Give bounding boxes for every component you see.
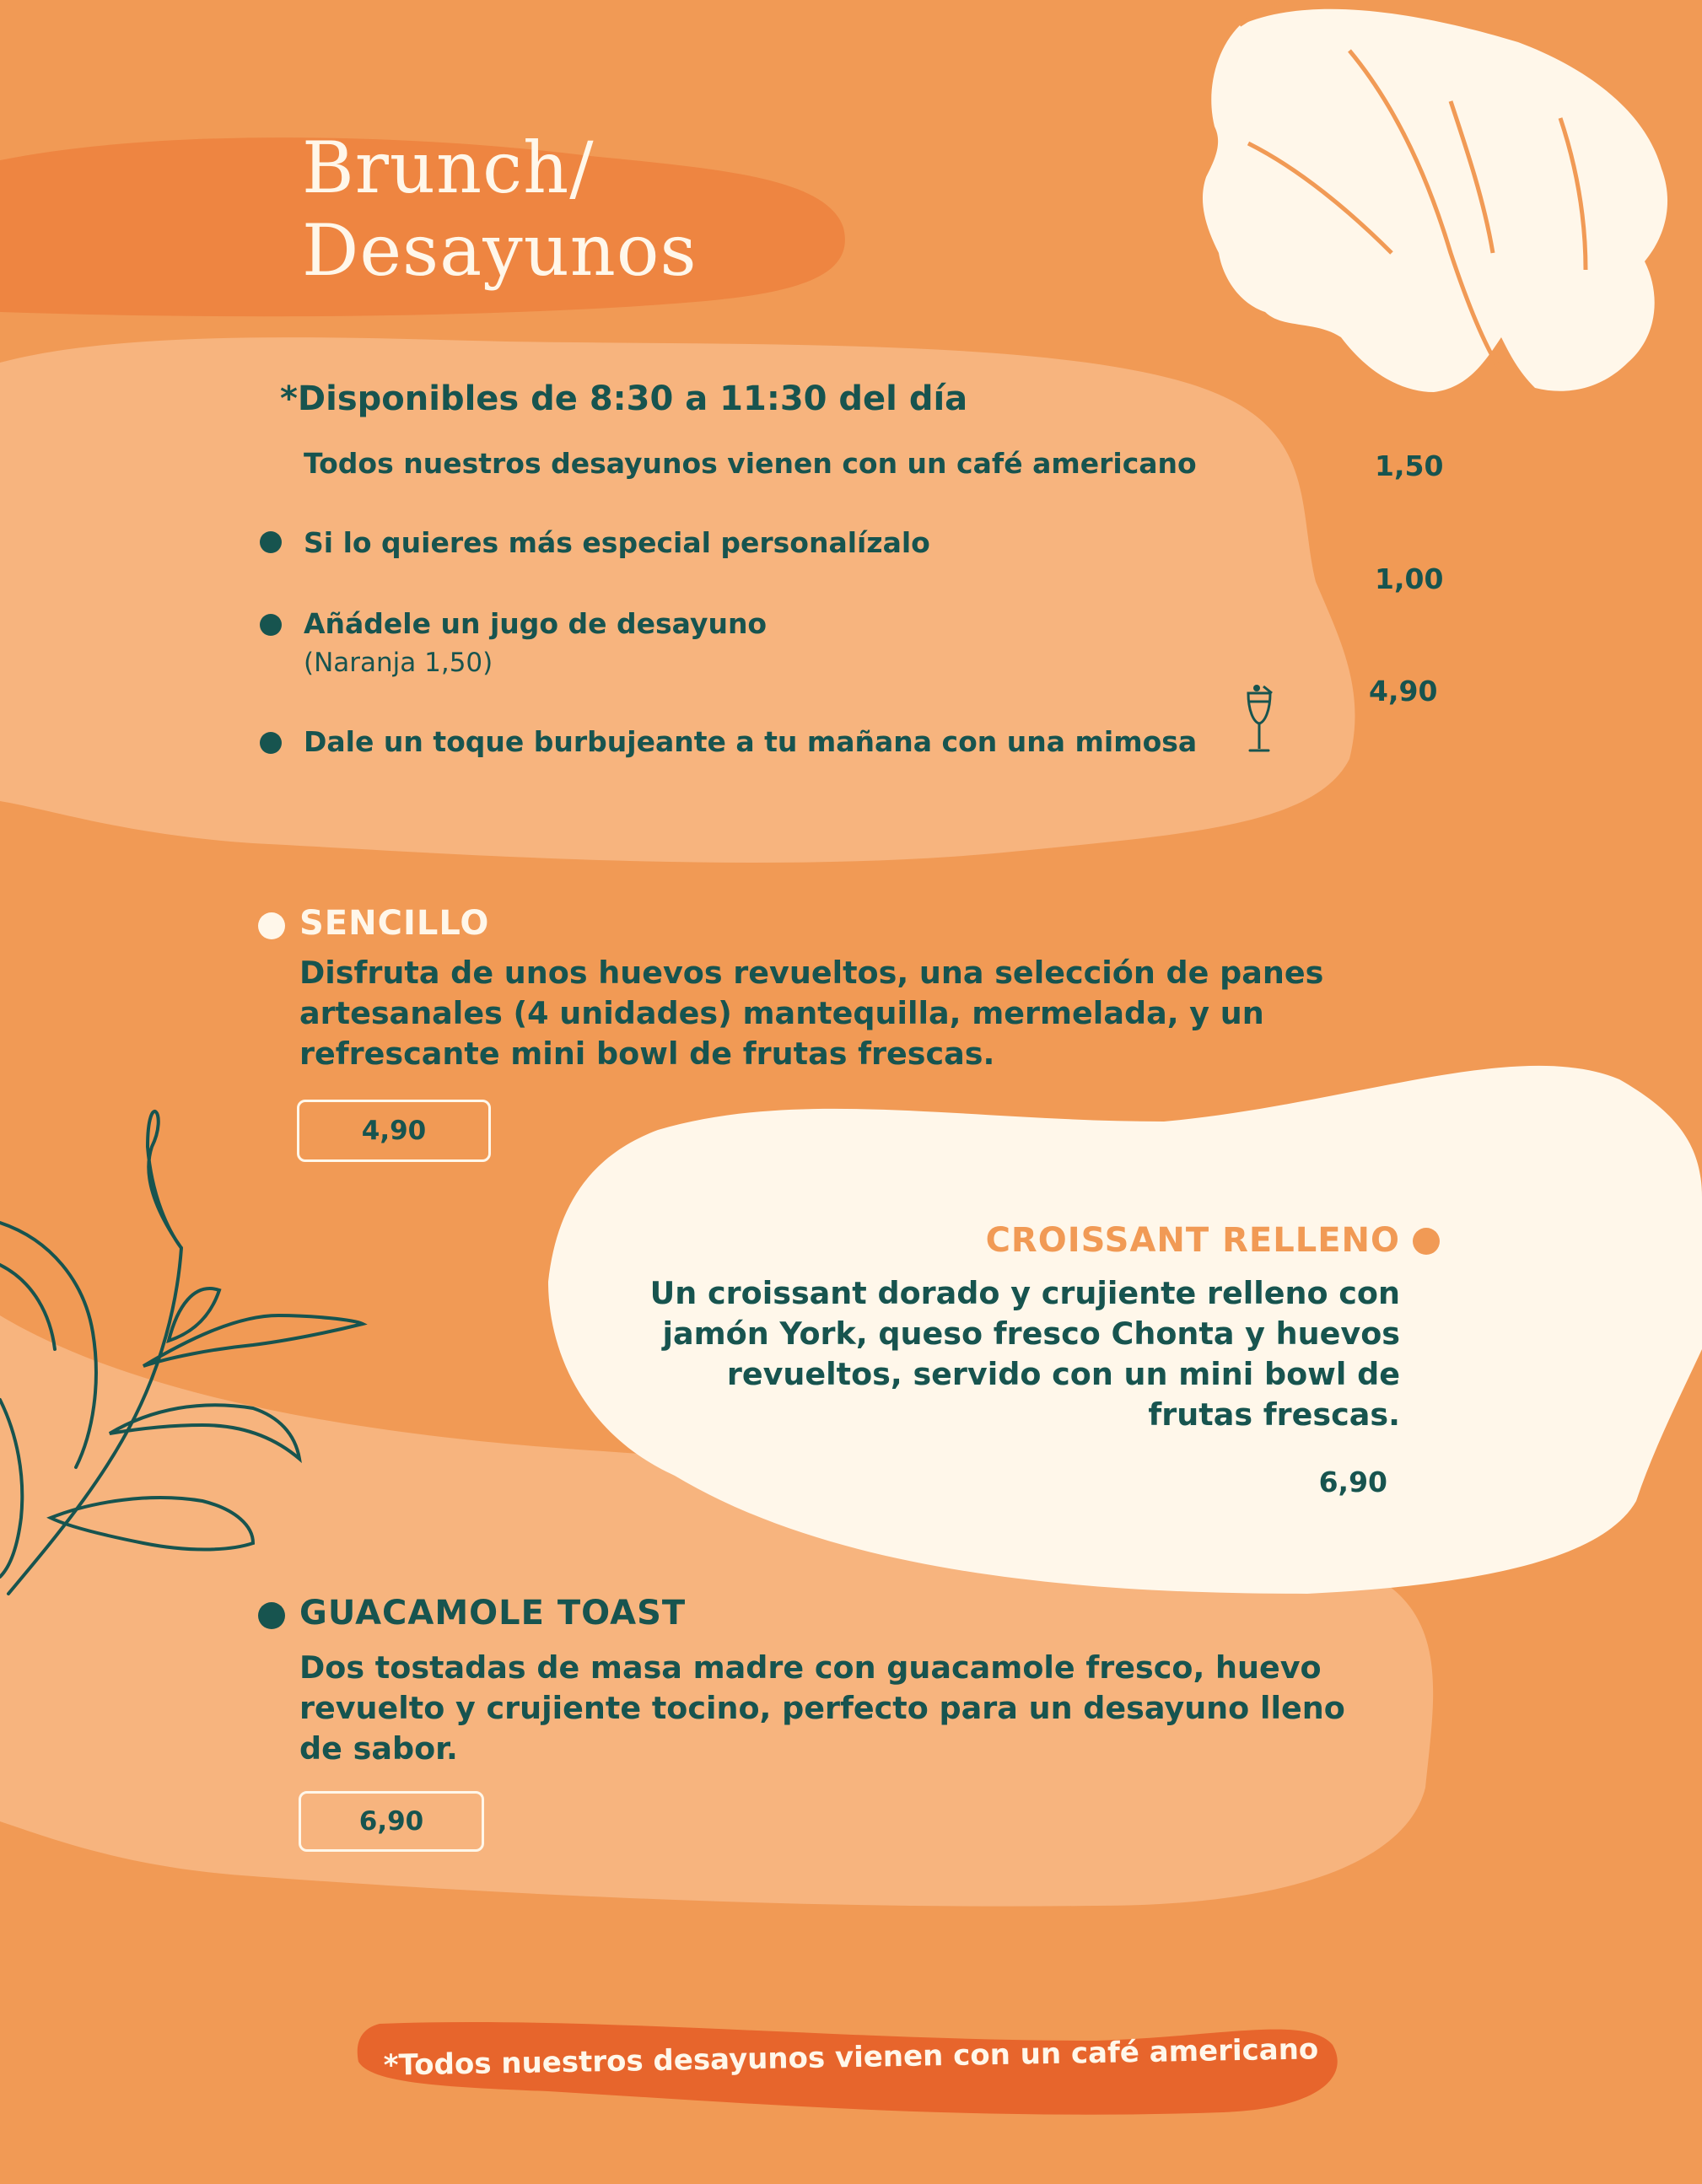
availability-note: *Disponibles de 8:30 a 11:30 del día (280, 379, 968, 418)
guacamole-bullet (258, 1602, 285, 1629)
monstera-leaf-illustration (1203, 0, 1667, 392)
bullet-dot (260, 614, 282, 636)
croissant-name: CROISSANT RELLENO (985, 1221, 1400, 1260)
extra-item-juice-note: (Naranja 1,50) (304, 648, 493, 678)
menu-title (302, 126, 892, 292)
bullet-dot (260, 531, 282, 553)
croissant-description: Un croissant dorado y crujiente relleno con jamón York, queso fresco Chonta y huevos revueltos, servido con un mini bowl de frutas frescas. (649, 1275, 1400, 1433)
sencillo-price-box: 4,90 (297, 1100, 491, 1162)
croissant-bullet (1413, 1228, 1440, 1255)
footer-coffee-note: *Todos nuestros desayunos vienen con un café americano (383, 2032, 1319, 2083)
coffee-price: 1,50 (1375, 449, 1444, 482)
guacamole-name: GUACAMOLE TOAST (299, 1594, 687, 1633)
menu-title-line2: Desayunos (302, 209, 697, 292)
coffee-included-line: Todos nuestros desayunos vienen con un café americano (304, 447, 1197, 480)
extra-item-mimosa-price: 4,90 (1369, 675, 1438, 707)
bullet-dot (260, 732, 282, 754)
extra-item-personalize-price: 1,00 (1375, 562, 1444, 595)
extra-item-personalize: Si lo quieres más especial personalízalo (304, 526, 930, 559)
sencillo-description: Disfruta de unos huevos revueltos, una selección de panes artesanales (4 unidades) mantequilla, mermelada, y un refrescante mini bowl de frutas frescas. (299, 955, 1324, 1072)
mimosa-glass-icon (1238, 683, 1280, 759)
sencillo-bullet (258, 912, 285, 939)
guacamole-description: Dos tostadas de masa madre con guacamole fresco, huevo revuelto y crujiente tocino, perfecto para un desayuno lleno de sabor. (299, 1649, 1345, 1767)
extra-item-mimosa: Dale un toque burbujeante a tu mañana con una mimosa (304, 725, 1198, 758)
guacamole-price-box: 6,90 (299, 1791, 484, 1852)
sencillo-name: SENCILLO (299, 904, 490, 943)
menu-title-line1: Brunch/ (302, 126, 595, 209)
extra-item-juice: Añádele un jugo de desayuno (304, 607, 768, 640)
croissant-price: 6,90 (1318, 1466, 1387, 1498)
